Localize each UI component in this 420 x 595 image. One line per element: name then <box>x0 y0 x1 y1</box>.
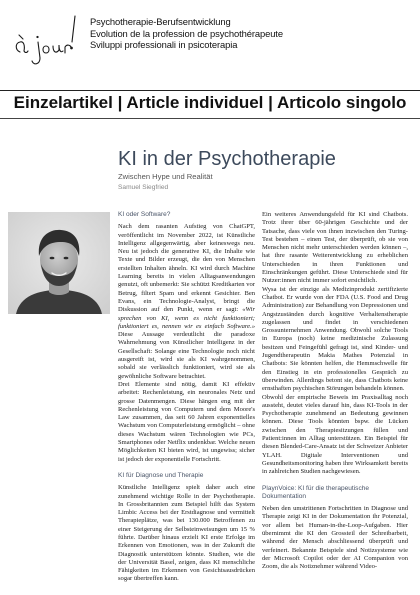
masthead-line-fr: Evolution de la profession de psychothérapeute <box>90 27 283 39</box>
masthead-title <box>90 16 283 51</box>
quote: «Wir sprechen von KI, wenn es nicht funktioniert; funktioniert es, nennen wir es einfach Software.» <box>118 306 255 330</box>
author-portrait-image <box>8 212 110 314</box>
paragraph <box>118 223 255 381</box>
section-heading-ki-oder-software: KI oder Software? <box>118 211 171 218</box>
article-type-banner: Einzelartikel | Article individuel | Articolo singolo <box>13 93 407 112</box>
article-column-2 <box>262 211 408 571</box>
paragraph: Obwohl der empirische Beweis im Praxisalltag noch aussteht, deutet vieles darauf hin, dass KI-Tools in der Psychotherapie zunehmend an Bedeutung gewinnen können. Diese Tools könnten bspw. die Lücken zwischen den Therapiesitzungen füllen und Patient:innen im Alltag unterstützen. Ein Beispiel für diesen Blended-Care-Ansatz ist der Schweizer Anbieter YLAH. Digitale Interventionen und Gesundheitsmonitoring haben ihre Wirksamkeit bereits in zahlreichen Studien nachgewiesen. <box>262 393 408 476</box>
paragraph-text: Diese Aussage verdeutlicht die paradoxe Wahrnehmung von Künstlicher Intelligenz in der Gesellschaft: Solange eine Technologie noch nicht ausgereift ist, wird sie als KI wahrgenommen, sobald sie verlässlich funktioniert, wird sie als gewöhnliche Software betrachtet. <box>118 331 255 380</box>
section-heading-diagnose-therapie: KI für Diagnose und Therapie <box>118 471 204 479</box>
banner-divider <box>0 118 420 119</box>
masthead-line-it: Sviluppi professionali in psicoterapia <box>90 39 238 51</box>
paragraph: Künstliche Intelligenz spielt daher auch eine zunehmend wichtige Rolle in der Psychotherapie. In Grossbritannien zum Beispiel hilft das System Limbic Access bei der Erstdiagnose und vermittelt Therapieplätze, was bei 130.000 Betroffenen zu einer Steigerung der Selbsteinweisungen um 15 % führte. Darüber hinaus erzielt KI erste Erfolge im Erkennen von Emotionen, was in der Zukunft die Diagnostik unterstützen könnte. Studien, wie die der Universität Basel, zeigen, dass KI menschliche Fähigkeiten im Erkennen von Gesichtsausdrücken sogar übertreffen kann. <box>118 484 255 583</box>
article-title: KI in der Psychotherapie <box>118 148 336 170</box>
paragraph: Wysa ist der einzige als Medizinprodukt zertifizierte Chatbot. Er wurde von der FDA (U.S. Food and Drug Administration) zur Behandlung von Depressionen und Angstzuständen durch kognitive Verhaltenstherapie zugelassen und findet in verschiedenen Grossunternehmen Anwendung. Obwohl solche Tools in Europa (noch) keine medizinische Zulassung besitzen und Feingefühl gefragt ist, sind Kinder- und Jugendtherapeutin Makia Mathes Potenzial in Chatbots: Sie könnten helfen, die Hemmschwelle für den Einstieg in ein professionelles Gespräch zu überwinden. Allerdings betont sie, dass Chatbots keine ernsthaften psychischen Störungen behandeln können. <box>262 285 408 393</box>
paragraph: Drei Elemente sind nötig, damit KI effektiv arbeitet: Rechenleistung, ein neuronales Netz und grosse Datenmengen. Diese hängen eng mit der Rechenleistung von Computern und dem Moore's Law zusammen, das seit 60 Jahren exponentielles Wachstum von Computerleistung ermöglicht – ohne dieses Wachstum wären Technologien wie PCs, Smartphones oder Netflix undenkbar. Welche neuen Möglichkeiten KI bieten wird, ist ungewiss; sicher ist jedoch der exponentielle Fortschritt. <box>118 380 255 463</box>
a-jour-logo <box>12 6 80 70</box>
paragraph: Ein weiteres Anwendungsfeld für KI sind Chatbots. Trotz ihrer über 60-jährigen Geschichte und der Tatsache, dass viele von ihnen inzwischen den Turing-Test bestehen – einen Test, der überprüft, ob sie von Menschen nicht mehr unterschieden werden können –, hat ihre rasante Weiterentwicklung zu erheblichen Unterschieden in ihren Funktionen und Einschränkungen geführt. Diese Unterschiede sind für Nutzer:innen nicht immer sofort ersichtlich. <box>262 211 408 285</box>
article-author: Samuel Siegfried <box>118 184 169 191</box>
top-divider <box>0 90 420 91</box>
section-heading-playnvoice: PlaynVoice: KI für die therapeutische Dokumentation <box>262 484 369 500</box>
article-column-1 <box>118 211 255 584</box>
paragraph-text: Nach dem rasanten Aufstieg von ChatGPT, veröffentlicht im November 2022, ist Künstliche Intelligenz allgegenwärtig, aber keineswegs neu. Neu ist jedoch die generative KI, die Inhalte wie Texte und Bilder erzeugt, die den von Menschen erstellten Inhalten ähneln. KI wird durch Machine Learning bereits in vielen Alltagsanwendungen genutzt, oft unbemerkt: Sie schützt Kreditkarten vor Betrug, filtert Spam und erkennt Gesichter. Ben Evans, ein Technologie-Analyst, bringt die Diskussion auf den Punkt, wenn er sagt: <box>118 223 255 314</box>
article-subtitle: Zwischen Hype und Realität <box>118 172 213 181</box>
masthead-line-de: Psychotherapie-Berufsentwicklung <box>90 16 231 27</box>
paragraph: Neben den umstrittenen Fortschritten in Diagnose und Therapie zeigt KI in der Dokumentation ihr Potenzial, vor allem bei Human-in-the-Loop-Aufgaben. Hier übernimmt die KI den Grossteil der Schreibarbeit, während der Mensch abschliessend überprüft und verfeinert. Bekannte Beispiele sind Notizsysteme wie der Microsoft Copilot oder der AI Companion von Zoom, die als Notiznehmer während Video- <box>262 505 408 571</box>
